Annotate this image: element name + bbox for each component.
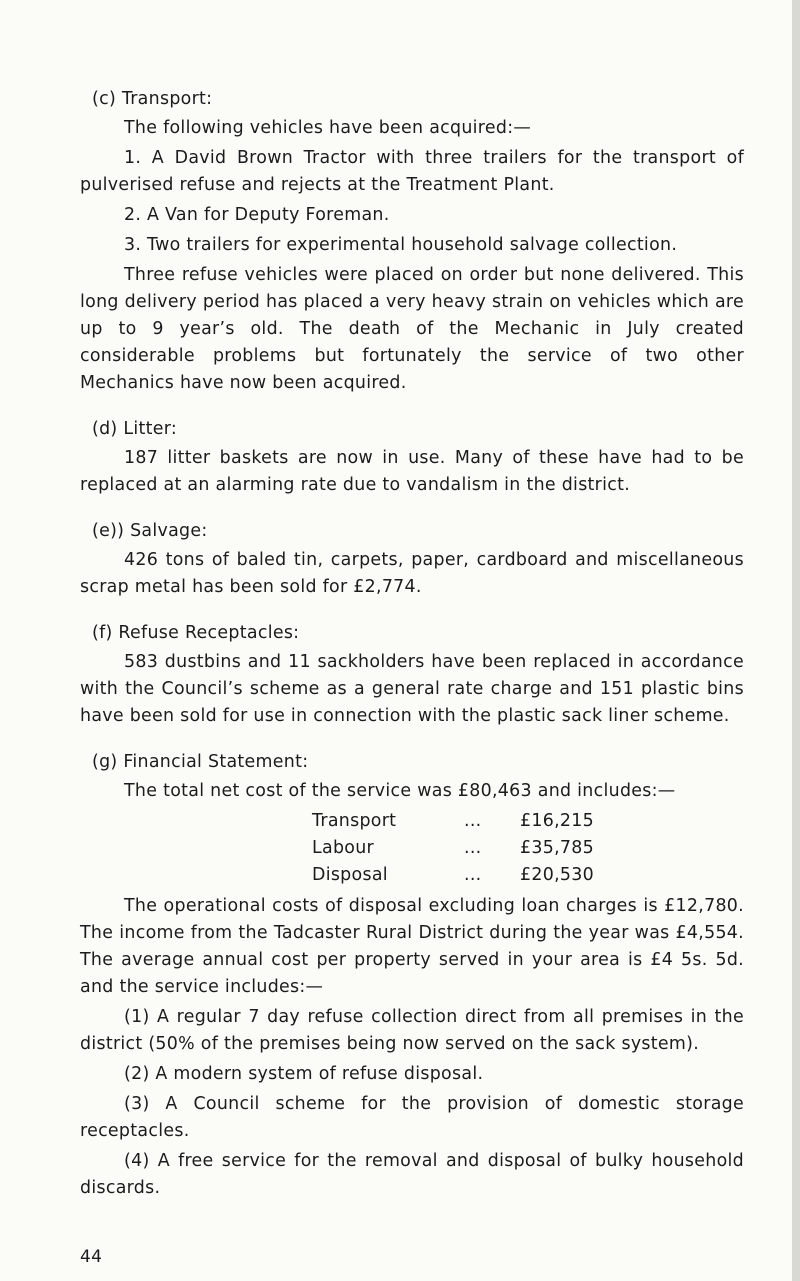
list-item: 1. A David Brown Tractor with three trailers for the transport of pulverised refuse and rejects at the Treatment Plant.	[80, 148, 744, 195]
cost-name: Disposal	[312, 865, 388, 885]
paragraph: 583 dustbins and 11 sackholders have been replaced in accordance with the Council’s scheme as a general rate charge and 151 plastic bins have been sold for use in connection with the plastic sack liner scheme.	[80, 652, 744, 726]
section-heading: (c) Transport:	[92, 89, 213, 109]
paragraph: Three refuse vehicles were placed on order but none delivered. This long delivery period has placed a very heavy strain on vehicles which are up to 9 year’s old. The death of the Mechanic in July created considerable problems but fortunately the service of two other Mechanics have now been acquired.	[80, 265, 744, 393]
table-row	[312, 835, 594, 862]
leader-dots: ...	[464, 811, 482, 831]
section-transport	[80, 86, 744, 397]
cost-table	[312, 808, 594, 889]
page-number: 44	[80, 1247, 103, 1267]
list-item: (3) A Council scheme for the provision of domestic storage receptacles.	[80, 1094, 744, 1141]
paragraph: The operational costs of disposal excluding loan charges is £12,780. The income from the Tadcaster Rural District during the year was £4,554. The average annual cost per property served in your area is £4 5s. 5d. and the service includes:—	[80, 896, 744, 997]
section-receptacles	[80, 620, 744, 730]
section-heading: (g) Financial Statement:	[92, 752, 309, 772]
list-item: (4) A free service for the removal and disposal of bulky household discards.	[80, 1151, 744, 1198]
list-item: (2) A modern system of refuse disposal.	[124, 1064, 484, 1084]
list-item: 2. A Van for Deputy Foreman.	[124, 205, 390, 225]
cost-amount: £16,215	[520, 811, 595, 831]
paragraph: 426 tons of baled tin, carpets, paper, cardboard and miscellaneous scrap metal has been sold for £2,774.	[80, 550, 744, 597]
list-item: 3. Two trailers for experimental household salvage collection.	[124, 235, 678, 255]
list-item: (1) A regular 7 day refuse collection direct from all premises in the district (50% of the premises being now served on the sack system).	[80, 1007, 744, 1054]
leader-dots: ...	[464, 838, 482, 858]
section-salvage	[80, 518, 744, 601]
section-heading: (d) Litter:	[92, 419, 177, 439]
section-financial	[80, 749, 744, 1202]
paragraph: The total net cost of the service was £80,463 and includes:—	[124, 781, 676, 801]
section-heading: (f) Refuse Receptacles:	[92, 623, 300, 643]
section-heading: (e)) Salvage:	[92, 521, 208, 541]
table-row	[312, 862, 594, 889]
cost-amount: £35,785	[520, 838, 595, 858]
table-row	[312, 808, 594, 835]
section-litter	[80, 416, 744, 499]
paragraph: 187 litter baskets are now in use. Many of these have had to be replaced at an alarming rate due to vandalism in the district.	[80, 448, 744, 495]
cost-amount: £20,530	[520, 865, 595, 885]
leader-dots: ...	[464, 865, 482, 885]
cost-name: Labour	[312, 838, 374, 858]
cost-name: Transport	[312, 811, 397, 831]
paragraph: The following vehicles have been acquired:—	[124, 118, 532, 138]
